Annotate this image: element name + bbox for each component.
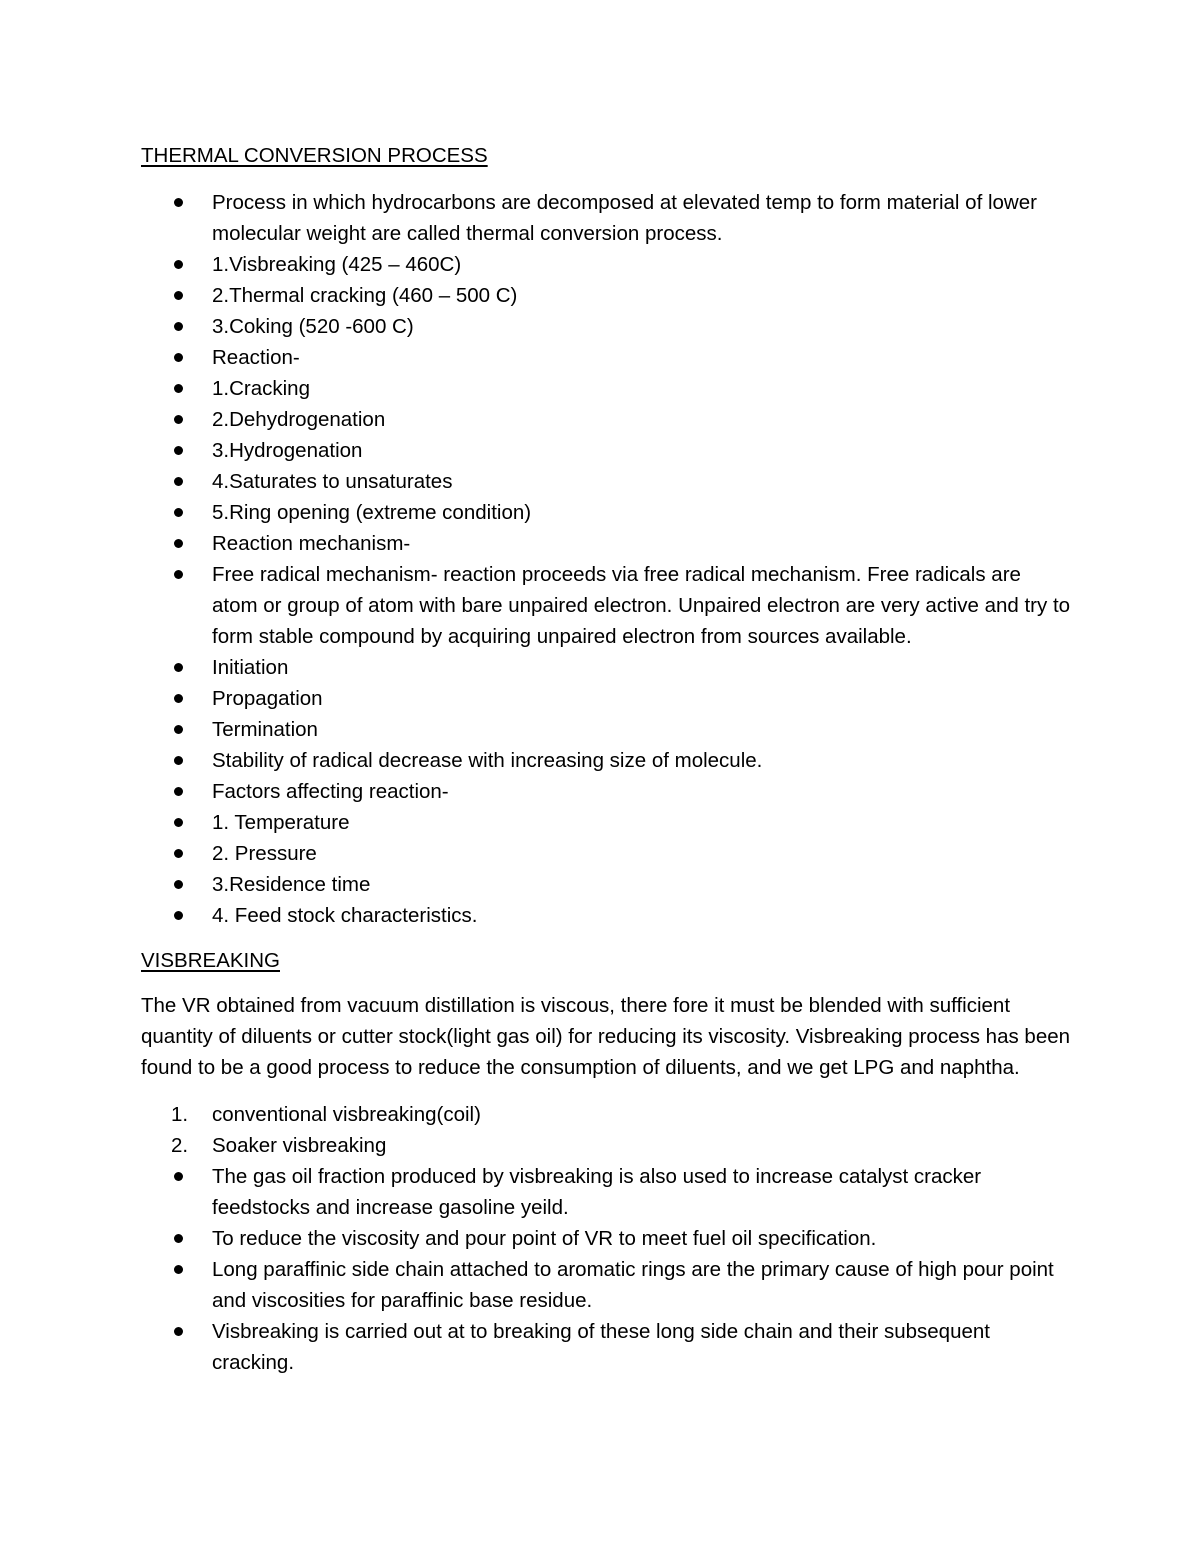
bullet-icon — [174, 756, 183, 765]
list-item: Termination — [141, 714, 1071, 745]
list-item: Propagation — [141, 683, 1071, 714]
bullet-icon — [174, 570, 183, 579]
bullet-icon — [174, 663, 183, 672]
bullet-icon — [174, 1265, 183, 1274]
list-item: Process in which hydrocarbons are decomposed at elevated temp to form material of lower molecular weight are called thermal conversion process. — [141, 187, 1071, 249]
bullet-icon — [174, 539, 183, 548]
bullet-icon — [174, 694, 183, 703]
section-heading-visbreaking: VISBREAKING — [141, 949, 280, 972]
document-page — [141, 140, 1071, 1378]
list-item: Initiation — [141, 652, 1071, 683]
list-item: Factors affecting reaction- — [141, 776, 1071, 807]
list-item: Free radical mechanism- reaction proceeds via free radical mechanism. Free radicals are atom or group of atom with bare unpaired electron. Unpaired electron are very active and try to form stable compound by acquiring unpaired electron from sources available. — [141, 559, 1071, 652]
bullet-icon — [174, 353, 183, 362]
list-item: To reduce the viscosity and pour point of VR to meet fuel oil specification. — [141, 1223, 1071, 1254]
numbered-item: 2. Soaker visbreaking — [141, 1130, 1071, 1161]
bullet-icon — [174, 787, 183, 796]
bullet-icon — [174, 818, 183, 827]
bullet-icon — [174, 415, 183, 424]
visbreaking-paragraph: The VR obtained from vacuum distillation is viscous, there fore it must be blended with sufficient quantity of diluents or cutter stock(light gas oil) for reducing its viscosity. Visbreaking process has been found to be a good process to reduce the consumption of diluents, and we get LPG and naphtha. — [141, 994, 1071, 1079]
bullet-icon — [174, 508, 183, 517]
bullet-icon — [174, 198, 183, 207]
bullet-icon — [174, 384, 183, 393]
list-item: 4.Saturates to unsaturates — [141, 466, 1071, 497]
list-item: Stability of radical decrease with increasing size of molecule. — [141, 745, 1071, 776]
numbered-item: 1. conventional visbreaking(coil) — [141, 1099, 1071, 1130]
list-item: 1.Cracking — [141, 373, 1071, 404]
list-item: 3.Hydrogenation — [141, 435, 1071, 466]
bullet-icon — [174, 849, 183, 858]
thermal-conversion-list — [141, 187, 1071, 931]
list-item: 1. Temperature — [141, 807, 1071, 838]
bullet-icon — [174, 477, 183, 486]
list-item: Reaction mechanism- — [141, 528, 1071, 559]
list-item: 2.Dehydrogenation — [141, 404, 1071, 435]
list-item: 4. Feed stock characteristics. — [141, 900, 1071, 931]
list-item: 2. Pressure — [141, 838, 1071, 869]
bullet-icon — [174, 725, 183, 734]
list-item: Long paraffinic side chain attached to aromatic rings are the primary cause of high pour point and viscosities for paraffinic base residue. — [141, 1254, 1071, 1316]
section-heading-thermal-conversion: THERMAL CONVERSION PROCESS — [141, 144, 488, 167]
list-item: Reaction- — [141, 342, 1071, 373]
bullet-icon — [174, 911, 183, 920]
list-number: 1. — [171, 1103, 189, 1126]
list-item: Visbreaking is carried out at to breaking of these long side chain and their subsequent cracking. — [141, 1316, 1071, 1378]
list-number: 2. — [171, 1134, 189, 1157]
list-item: The gas oil fraction produced by visbreaking is also used to increase catalyst cracker feedstocks and increase gasoline yeild. — [141, 1161, 1071, 1223]
list-item: 3.Residence time — [141, 869, 1071, 900]
list-item: 1.Visbreaking (425 – 460C) — [141, 249, 1071, 280]
visbreaking-section — [141, 945, 1071, 1378]
list-item: 5.Ring opening (extreme condition) — [141, 497, 1071, 528]
list-item: 2.Thermal cracking (460 – 500 C) — [141, 280, 1071, 311]
bullet-icon — [174, 260, 183, 269]
visbreaking-list — [141, 1099, 1071, 1378]
bullet-icon — [174, 291, 183, 300]
bullet-icon — [174, 446, 183, 455]
bullet-icon — [174, 880, 183, 889]
bullet-icon — [174, 322, 183, 331]
bullet-icon — [174, 1234, 183, 1243]
list-item: 3.Coking (520 -600 C) — [141, 311, 1071, 342]
bullet-icon — [174, 1172, 183, 1181]
bullet-icon — [174, 1327, 183, 1336]
